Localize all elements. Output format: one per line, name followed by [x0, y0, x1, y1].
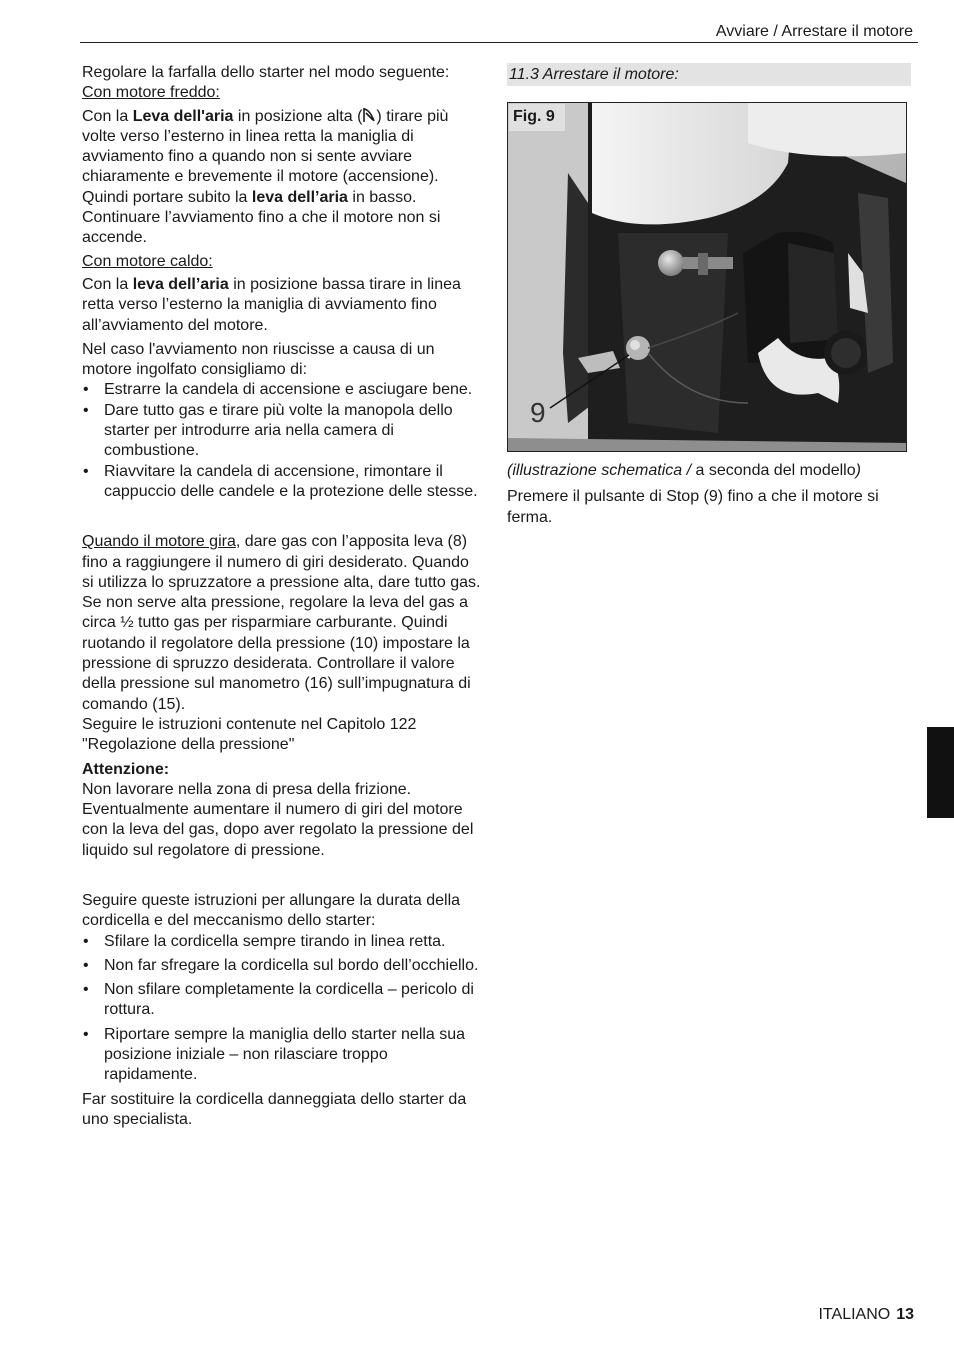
- page-footer: [818, 1305, 914, 1325]
- flooded-list: [82, 380, 482, 502]
- list-item: • Non sfilare completamente la cordicella – pericolo di rottura.: [82, 980, 482, 1021]
- list-item: • Sfilare la cordicella sempre tirando in linea retta.: [82, 932, 482, 952]
- callout-number: 9: [530, 397, 546, 428]
- language-tab-marker: [927, 727, 954, 818]
- section-heading: 11.3 Arrestare il motore:: [507, 63, 911, 86]
- choke-lever-term: leva dell’aria: [132, 275, 229, 293]
- left-column: [82, 63, 482, 1130]
- warm-engine-text: Con la leva dell’aria in posizione bassa tirare in linea retta verso l’esterno la maniglia di avviamento fino all’avviamento del motore.: [82, 275, 461, 334]
- figure-label: Fig. 9: [509, 104, 565, 131]
- engine-photo: [508, 103, 906, 451]
- stop-instruction: Premere il pulsante di Stop (9) fino a che il motore si ferma.: [507, 488, 879, 526]
- cord-closing-text: Far sostituire la cordicella danneggiata dello starter da uno specialista.: [82, 1090, 467, 1128]
- intro-text: Regolare la farfalla dello starter nel modo seguente:: [82, 64, 450, 81]
- list-item: • Estrarre la candela di accensione e asciugare bene.: [82, 380, 482, 400]
- flooded-intro: Nel caso l'avviamento non riuscisse a causa di un motore ingolfato consigliamo di:: [82, 340, 435, 379]
- right-column: [507, 63, 911, 528]
- running-heading: Quando il motore gira: [82, 533, 236, 551]
- page-number: 13: [896, 1306, 914, 1323]
- footer-language: ITALIANO: [818, 1306, 891, 1323]
- cord-intro: Seguire queste istruzioni per allungare la durata della cordicella e del meccanismo dello starter:: [82, 891, 461, 930]
- list-item: • Non far sfregare la cordicella sul bordo dell’occhiello.: [82, 956, 482, 976]
- header-rule: [80, 42, 918, 43]
- list-item: • Riportare sempre la maniglia dello starter nella sua posizione iniziale – non rilasciare troppo rapidamente.: [82, 1025, 482, 1086]
- running-header: Avviare / Arrestare il motore: [715, 23, 913, 40]
- figure-9: [507, 102, 907, 452]
- list-item: • Riavvitare la candela di accensione, rimontare il cappuccio delle candele e la protezione delle stesse.: [82, 462, 482, 503]
- cord-list: [82, 932, 482, 1086]
- attention-heading: Attenzione:: [82, 760, 170, 778]
- warm-engine-heading: Con motore caldo:: [82, 252, 213, 270]
- choke-closed-icon: [362, 107, 376, 123]
- cold-engine-heading: Con motore freddo:: [82, 84, 220, 102]
- choke-lever-term: Leva dell'aria: [132, 107, 234, 125]
- running-text: Quando il motore gira, dare gas con l’apposita leva (8) fino a raggiungere il numero di giri desiderato. Quando si utilizza lo spruzzatore a pressione alta, dare tutto gas. Se non serve alta pressione, regolare la leva del gas a circa ½ tutto gas per risparmiare carburante. Quindi ruotando il regolatore della pressione (10) impostare la pressione di spruzzo desiderata. Controllare il valore della pressione sul manometro (16) sull’impugnatura di comando (15).: [82, 533, 481, 713]
- cold-engine-text: Con la Leva dell'aria in posizione alta ( ) tirare più volte verso l’esterno in linea retta la maniglia di avviamento fino a quando non si sente avviare chiaramente e brevemente il motore (accensione). Quindi portare subito la leva dell’aria in basso. Continuare l’avviamento fino a che il motore non si accende.: [82, 107, 449, 247]
- running-reference: Seguire le istruzioni contenute nel Capitolo 122 "Regolazione della pressione": [82, 715, 417, 754]
- choke-lever-term: leva dell’aria: [251, 188, 348, 206]
- attention-text: Non lavorare nella zona di presa della frizione. Eventualmente aumentare il numero di giri del motore con la leva del gas, dopo aver regolato la pressione del liquido sul regolatore di pressione.: [82, 780, 474, 859]
- figure-caption: (illustrazione schematica / a seconda del modello): [507, 462, 861, 479]
- list-item: • Dare tutto gas e tirare più volte la manopola dello starter per introdurre aria nella camera di combustione.: [82, 401, 482, 462]
